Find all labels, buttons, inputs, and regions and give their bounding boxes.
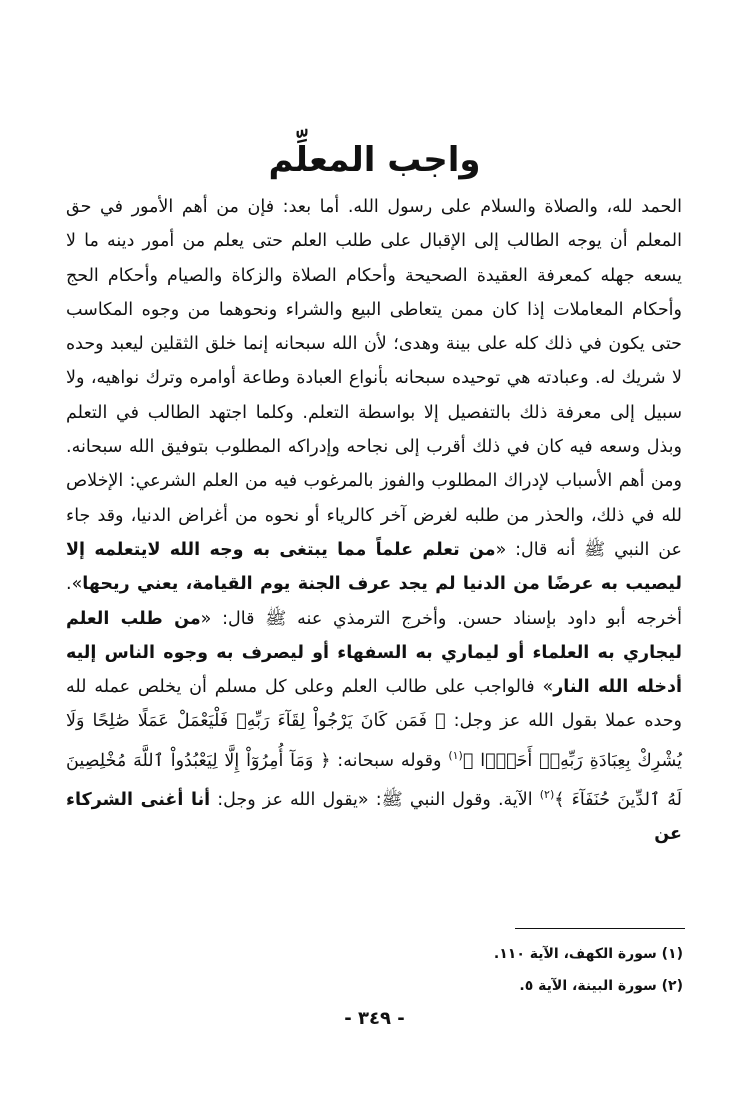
hadith-quote-2: من طلب العلم ليجاري به العلماء أو ليماري به السفهاء أو ليصرف به وجوه الناس إليه أدخله الله النار <box>66 608 682 698</box>
text-narration: ». أخرجه أبو داود بإسناد حسن. وأخرج الترمذي عنه ﷺ قال: « <box>66 574 682 629</box>
quran-verse-2: ﴿ وَمَآ أُمِرُوٓاْ إِلَّا لِيَعْبُدُواْ ٱللَّهَ مُخْلِصِينَ لَهُ ٱلدِّينَ حُنَفَآءَ ﴾ <box>66 750 683 810</box>
quran-verse-1: ﴿ فَمَن كَانَ يَرْجُواْ لِقَآءَ رَبِّهِۦ فَلْيَعْمَلْ عَمَلًا صَٰلِحًا وَلَا يُشْرِكْ بِعِبَادَةِ رَبِّهِۦٓ أَحَدًۢا ﴾ <box>66 711 682 771</box>
text-obligation: » فالواجب على طالب العلم وعلى كل مسلم أن يخلص عمله لله وحده عملا بقول الله عز وجل: <box>66 677 682 732</box>
page-number: - ٣٤٩ - <box>344 1008 405 1029</box>
hadith-quote-3: أنا أغنى الشركاء عن <box>66 789 682 844</box>
footnote-marker-1: (١) <box>448 748 463 762</box>
hadith-quote-1: من تعلم علماً مما يبتغى به وجه الله لايتعلمه إلا ليصيب به عرضًا من الدنيا لم يجد عرف الجنة يوم القيامة، يعني ريحها <box>66 539 682 595</box>
text-intro: الحمد لله، والصلاة والسلام على رسول الله. أما بعد: فإن من أهم الأمور في حق المعلم أن يوجه الطالب إلى الإقبال على طلب العلم حتى يعلم من أمور دينه ما لا يسعه جهله كمعرفة العقيدة الصحيحة وأحكام الصلاة والزكاة والصيام وأحكام الحج وأحكام المعاملات إذا كان ممن يتعاطى البيع والشراء ونحوهما من وجوه المكاسب حتى يكون في ذلك كله على بينة وهدى؛ لأن الله سبحانه إنما خلق الثقلين ليعبد وحده لا شريك له. وعبادته هي توحيده سبحانه بأنواع العبادة وطاعة أوامره وترك نواهيه، ولا سبيل إلى معرفة ذلك بالتفصيل إلا بواسطة التعلم. وكلما اجتهد الطالب في التعلم وبذل وسعه فيه كان في ذلك أقرب إلى نجاحه وإدراكه المطلوب بتوفيق الله سبحانه. ومن أهم الأسباب لإدراك المطلوب والفوز بالمرغوب فيه من العلم الشرعي: الإخلاص لله في ذلك، والحذر من طلبه لغرض آخر كالرياء أو نحوه من أغراض الدنيا، وقد جاء عن النبي ﷺ أنه قال: « <box>66 197 682 560</box>
footnote-item: (١) سورة الكهف، الآية ١١٠. <box>493 946 683 962</box>
footnote-divider <box>515 928 685 929</box>
footnote-marker-2: (٢) <box>539 787 555 801</box>
main-paragraph <box>66 190 682 851</box>
footnote-item: (٢) سورة البينة، الآية ٥. <box>519 978 683 994</box>
text-prophet-saying: الآية. وقول النبي ﷺ: «يقول الله عز وجل: <box>210 789 540 810</box>
page-title: واجب المعلِّم <box>268 140 481 180</box>
main-text <box>66 190 682 851</box>
footnotes <box>283 938 683 1002</box>
text-and-his-saying: وقوله سبحانه: <box>330 750 449 771</box>
